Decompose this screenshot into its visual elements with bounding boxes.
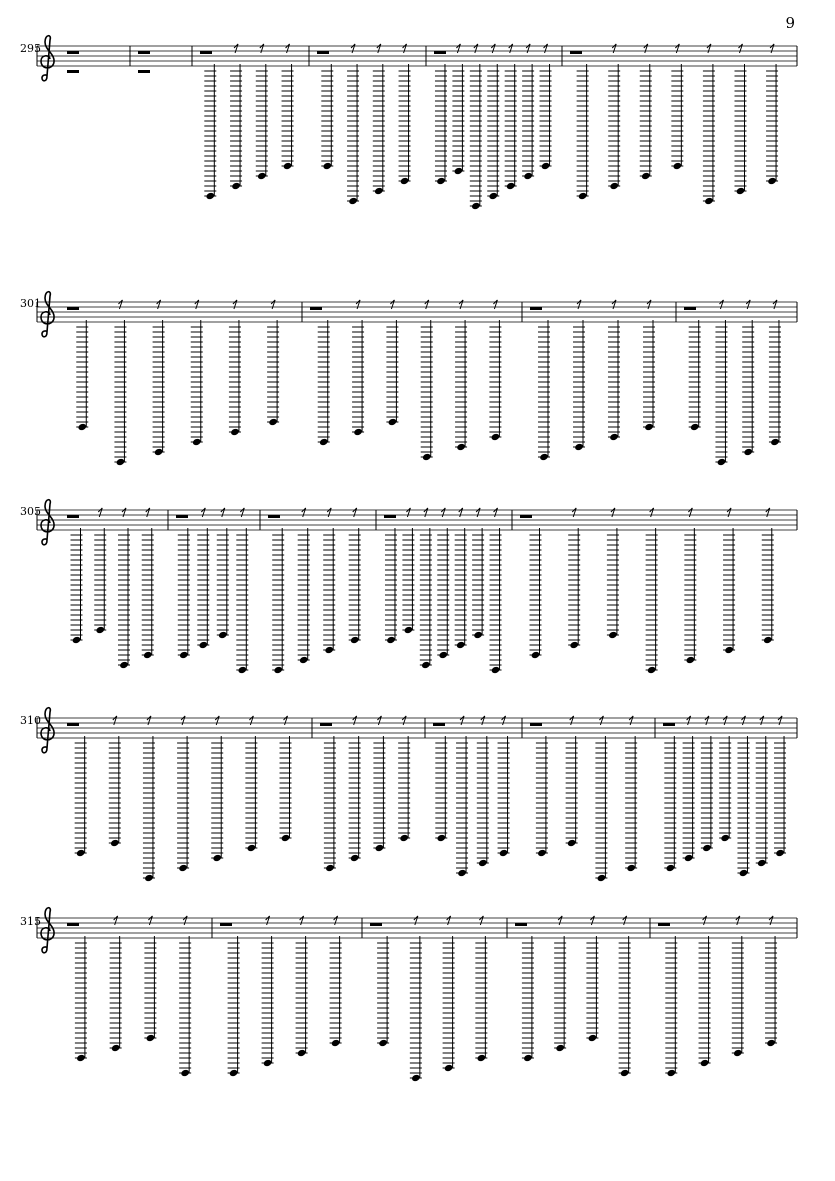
note-notehead (555, 1044, 565, 1052)
note-notehead (491, 433, 501, 441)
rest (67, 515, 79, 518)
eighth-rest (773, 300, 777, 309)
eighth-rest (390, 300, 394, 309)
note-notehead (704, 197, 714, 205)
eighth-rest (447, 916, 451, 925)
note-notehead (578, 192, 588, 200)
note-notehead (438, 651, 448, 659)
rest (433, 723, 445, 726)
note-notehead (325, 864, 335, 872)
note-notehead (724, 646, 734, 654)
note-notehead (456, 443, 466, 451)
eighth-rest (215, 716, 219, 725)
note-notehead (297, 1049, 307, 1057)
eighth-rest (402, 716, 406, 725)
note-notehead (499, 849, 509, 857)
rest (317, 51, 329, 54)
eighth-rest (195, 300, 199, 309)
note-notehead (720, 834, 730, 842)
note-notehead (283, 162, 293, 170)
eighth-rest (114, 916, 118, 925)
note-notehead (230, 428, 240, 436)
eighth-rest (479, 916, 483, 925)
note-notehead (348, 197, 358, 205)
note-notehead (72, 636, 82, 644)
eighth-rest (456, 44, 460, 53)
eighth-rest (113, 716, 117, 725)
note-notehead (644, 423, 654, 431)
note-notehead (436, 177, 446, 185)
eighth-rest (577, 300, 581, 309)
eighth-rest (491, 44, 495, 53)
treble-clef (41, 500, 54, 545)
note-notehead (143, 651, 153, 659)
page-number: 9 (785, 14, 795, 32)
note-notehead (641, 172, 651, 180)
eighth-rest (727, 508, 731, 517)
note-notehead (400, 177, 410, 185)
rest (434, 51, 446, 54)
note-notehead (299, 656, 309, 664)
eighth-rest (334, 916, 338, 925)
eighth-rest (284, 716, 288, 725)
note-notehead (146, 1034, 156, 1042)
note-notehead (95, 626, 105, 634)
note-notehead (319, 438, 329, 446)
note-notehead (76, 1054, 86, 1062)
note-notehead (273, 666, 283, 674)
note-notehead (231, 182, 241, 190)
eighth-rest (766, 508, 770, 517)
rest (384, 515, 396, 518)
rest (67, 307, 79, 310)
rest (67, 70, 79, 73)
note-notehead (247, 844, 257, 852)
eighth-rest (286, 44, 290, 53)
eighth-rest (240, 508, 244, 517)
rest (310, 307, 322, 310)
eighth-rest (760, 716, 764, 725)
note-notehead (569, 641, 579, 649)
note-notehead (199, 641, 209, 649)
rest (138, 51, 150, 54)
eighth-rest (271, 300, 275, 309)
rest (67, 51, 79, 54)
rest (220, 923, 232, 926)
note-notehead (739, 869, 749, 877)
note-notehead (411, 1074, 421, 1082)
eighth-rest (403, 44, 407, 53)
eighth-rest (509, 44, 513, 53)
eighth-rest (425, 300, 429, 309)
note-notehead (116, 458, 126, 466)
note-notehead (597, 874, 607, 882)
treble-clef (41, 36, 54, 81)
eighth-rest (612, 44, 616, 53)
treble-clef (41, 708, 54, 753)
note-notehead (667, 1069, 677, 1077)
note-notehead (378, 1039, 388, 1047)
note-notehead (477, 1054, 487, 1062)
note-notehead (192, 438, 202, 446)
rest (530, 307, 542, 310)
note-notehead (257, 172, 267, 180)
eighth-rest (746, 300, 750, 309)
eighth-rest (644, 44, 648, 53)
eighth-rest (474, 44, 478, 53)
note-notehead (180, 1069, 190, 1077)
note-notehead (110, 839, 120, 847)
note-notehead (421, 661, 431, 669)
eighth-rest (327, 508, 331, 517)
eighth-rest (157, 300, 161, 309)
note-notehead (422, 453, 432, 461)
note-notehead (478, 859, 488, 867)
rest (570, 51, 582, 54)
note-notehead (620, 1069, 630, 1077)
note-notehead (473, 631, 483, 639)
note-notehead (626, 864, 636, 872)
eighth-rest (572, 508, 576, 517)
eighth-rest (122, 508, 126, 517)
note-notehead (350, 636, 360, 644)
note-notehead (766, 1039, 776, 1047)
rest (515, 923, 527, 926)
note-notehead (690, 423, 700, 431)
eighth-rest (300, 916, 304, 925)
note-notehead (154, 448, 164, 456)
note-notehead (767, 177, 777, 185)
note-notehead (686, 656, 696, 664)
rest (67, 923, 79, 926)
note-notehead (229, 1069, 239, 1077)
note-notehead (609, 182, 619, 190)
rest (684, 307, 696, 310)
eighth-rest (481, 716, 485, 725)
note-notehead (743, 448, 753, 456)
note-notehead (388, 418, 398, 426)
eighth-rest (494, 508, 498, 517)
note-notehead (375, 844, 385, 852)
eighth-rest (493, 300, 497, 309)
eighth-rest (570, 716, 574, 725)
eighth-rest (351, 44, 355, 53)
eighth-rest (707, 44, 711, 53)
rest (370, 923, 382, 926)
eighth-rest (703, 916, 707, 925)
note-notehead (609, 433, 619, 441)
eighth-rest (719, 300, 723, 309)
note-notehead (539, 453, 549, 461)
eighth-rest (302, 508, 306, 517)
note-notehead (399, 834, 409, 842)
note-notehead (324, 646, 334, 654)
note-notehead (206, 192, 216, 200)
note-notehead (588, 1034, 598, 1042)
eighth-rest (201, 508, 205, 517)
eighth-rest (353, 716, 357, 725)
measure-number-system-4: 310 (20, 714, 41, 727)
eighth-rest (260, 44, 264, 53)
eighth-rest (424, 508, 428, 517)
eighth-rest (221, 508, 225, 517)
eighth-rest (118, 300, 122, 309)
note-notehead (523, 172, 533, 180)
note-notehead (673, 162, 683, 170)
eighth-rest (526, 44, 530, 53)
rest (176, 515, 188, 518)
rest (200, 51, 212, 54)
eighth-rest (181, 716, 185, 725)
eighth-rest (599, 716, 603, 725)
eighth-rest (233, 300, 237, 309)
rest (268, 515, 280, 518)
eighth-rest (459, 508, 463, 517)
note-notehead (268, 418, 278, 426)
eighth-rest (544, 44, 548, 53)
eighth-rest (611, 508, 615, 517)
note-notehead (263, 1059, 273, 1067)
eighth-rest (377, 44, 381, 53)
eighth-rest (647, 300, 651, 309)
eighth-rest (590, 916, 594, 925)
note-notehead (770, 438, 780, 446)
eighth-rest (778, 716, 782, 725)
note-notehead (331, 1039, 341, 1047)
note-notehead (608, 631, 618, 639)
rest (663, 723, 675, 726)
note-notehead (537, 849, 547, 857)
note-notehead (444, 1064, 454, 1072)
note-notehead (775, 849, 785, 857)
rest (658, 923, 670, 926)
note-notehead (281, 834, 291, 842)
eighth-rest (629, 716, 633, 725)
note-notehead (488, 192, 498, 200)
eighth-rest (612, 300, 616, 309)
eighth-rest (623, 916, 627, 925)
eighth-rest (249, 716, 253, 725)
eighth-rest (741, 716, 745, 725)
note-notehead (374, 187, 384, 195)
note-notehead (733, 1049, 743, 1057)
eighth-rest (769, 916, 773, 925)
eighth-rest (377, 716, 381, 725)
eighth-rest (770, 44, 774, 53)
eighth-rest (705, 716, 709, 725)
eighth-rest (406, 508, 410, 517)
note-notehead (212, 854, 222, 862)
eighth-rest (476, 508, 480, 517)
eighth-rest (675, 44, 679, 53)
note-notehead (76, 849, 86, 857)
eighth-rest (148, 916, 152, 925)
note-notehead (119, 661, 129, 669)
treble-clef (41, 908, 54, 953)
note-notehead (523, 1054, 533, 1062)
note-notehead (456, 641, 466, 649)
note-notehead (531, 651, 541, 659)
eighth-rest (266, 916, 270, 925)
note-notehead (218, 631, 228, 639)
note-notehead (717, 458, 727, 466)
eighth-rest (183, 916, 187, 925)
eighth-rest (738, 44, 742, 53)
rest (530, 723, 542, 726)
treble-clef (41, 292, 54, 337)
note-notehead (179, 651, 189, 659)
eighth-rest (356, 300, 360, 309)
rest (138, 70, 150, 73)
eighth-rest (147, 716, 151, 725)
note-notehead (404, 626, 414, 634)
eighth-rest (650, 508, 654, 517)
note-notehead (541, 162, 551, 170)
eighth-rest (353, 508, 357, 517)
note-notehead (666, 864, 676, 872)
measure-number-system-3: 305 (20, 505, 41, 518)
eighth-rest (146, 508, 150, 517)
eighth-rest (459, 300, 463, 309)
rest (520, 515, 532, 518)
note-notehead (567, 839, 577, 847)
note-notehead (700, 1059, 710, 1067)
eighth-rest (441, 508, 445, 517)
note-notehead (386, 636, 396, 644)
eighth-rest (688, 508, 692, 517)
note-notehead (736, 187, 746, 195)
eighth-rest (460, 716, 464, 725)
note-notehead (437, 834, 447, 842)
eighth-rest (234, 44, 238, 53)
rest (320, 723, 332, 726)
eighth-rest (502, 716, 506, 725)
eighth-rest (736, 916, 740, 925)
note-notehead (457, 869, 467, 877)
note-notehead (178, 864, 188, 872)
note-notehead (684, 854, 694, 862)
note-notehead (323, 162, 333, 170)
note-notehead (111, 1044, 121, 1052)
note-notehead (757, 859, 767, 867)
eighth-rest (723, 716, 727, 725)
note-notehead (454, 167, 464, 175)
eighth-rest (687, 716, 691, 725)
note-notehead (491, 666, 501, 674)
note-notehead (702, 844, 712, 852)
eighth-rest (414, 916, 418, 925)
note-notehead (647, 666, 657, 674)
rest (67, 723, 79, 726)
note-notehead (353, 428, 363, 436)
note-notehead (506, 182, 516, 190)
note-notehead (238, 666, 248, 674)
note-notehead (350, 854, 360, 862)
measure-number-system-5: 315 (20, 915, 41, 928)
note-notehead (77, 423, 87, 431)
note-notehead (763, 636, 773, 644)
measure-number-system-2: 301 (20, 297, 41, 310)
note-notehead (574, 443, 584, 451)
eighth-rest (558, 916, 562, 925)
note-notehead (471, 202, 481, 210)
note-notehead (144, 874, 154, 882)
measure-number-system-1: 295 (20, 42, 41, 55)
eighth-rest (98, 508, 102, 517)
